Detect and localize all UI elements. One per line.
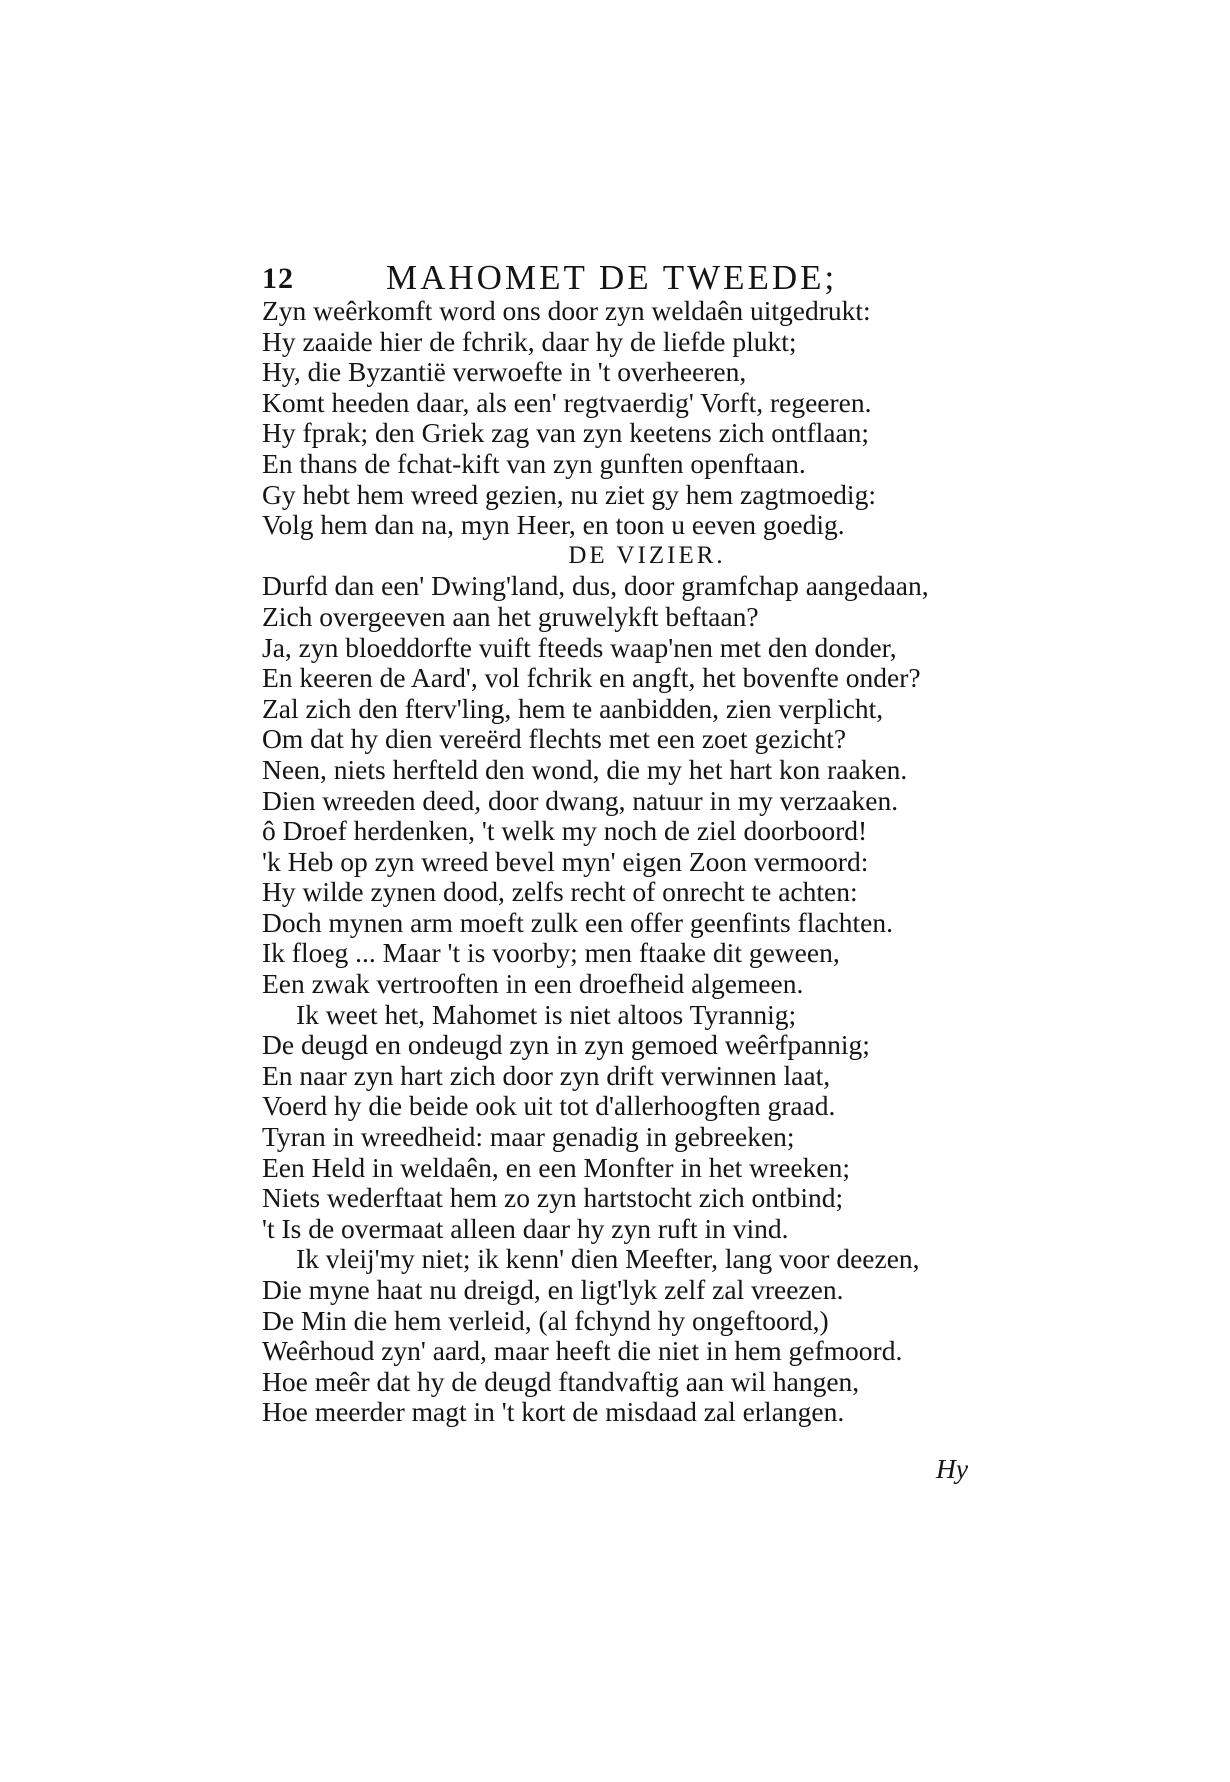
verse-line: Hy zaaide hier de fchrik, daar hy de liefde plukt; xyxy=(262,325,797,357)
verse-line: Zal zich den fterv'ling, hem te aanbidden, zien verplicht, xyxy=(262,692,884,724)
verse-line: Ik floeg ... Maar 't is voorby; men ftaake dit geween, xyxy=(262,937,840,969)
verse-line: De deugd en ondeugd zyn in zyn gemoed weêrfpannig; xyxy=(262,1029,870,1061)
verse-line: Zich overgeeven aan het gruwelykft beftaan? xyxy=(262,600,759,632)
verse-line: Hoe meerder magt in 't kort de misdaad zal erlangen. xyxy=(262,1396,845,1428)
verse-line: Weêrhoud zyn' aard, maar heeft die niet in hem gefmoord. xyxy=(262,1335,903,1367)
verse-line: Voerd hy die beide ook uit tot d'allerhoogften graad. xyxy=(262,1090,836,1122)
verse-line: Ik vleij'my niet; ik kenn' dien Meefter, lang voor deezen, xyxy=(296,1243,920,1275)
verse-line: En keeren de Aard', vol fchrik en angft, het bovenfte onder? xyxy=(262,662,921,694)
page-number: 12 xyxy=(262,262,294,295)
verse-line: Hoe meêr dat hy de deugd ftandvaftig aan wil hangen, xyxy=(262,1365,860,1397)
verse-line: Gy hebt hem wreed gezien, nu ziet gy hem zagtmoedig: xyxy=(262,478,876,510)
verse-line: De Min die hem verleid, (al fchynd hy ongeftoord,) xyxy=(262,1304,829,1336)
running-title: MAHOMET DE TWEEDE; xyxy=(386,258,838,297)
verse-line: Hy fprak; den Griek zag van zyn keetens zich ontflaan; xyxy=(262,417,870,449)
verse-line: Hy wilde zynen dood, zelfs recht of onrecht te achten: xyxy=(262,876,858,908)
verse-line: Dien wreeden deed, door dwang, natuur in my verzaaken. xyxy=(262,784,899,816)
verse-line: En naar zyn hart zich door zyn drift verwinnen laat, xyxy=(262,1059,831,1091)
verse-line: Tyran in wreedheid: maar genadig in gebreeken; xyxy=(262,1121,795,1153)
verse-line: Neen, niets herfteld den wond, die my het hart kon raaken. xyxy=(262,753,908,785)
verse-line: ô Droef herdenken, 't welk my noch de ziel doorboord! xyxy=(262,815,868,847)
verse-line: Ja, zyn bloeddorfte vuift fteeds waap'nen met den donder, xyxy=(262,631,897,663)
verse-line: Durfd dan een' Dwing'land, dus, door gramfchap aangedaan, xyxy=(262,570,929,602)
verse-line: 'k Heb op zyn wreed bevel myn' eigen Zoon vermoord: xyxy=(262,845,869,877)
verse-line: Niets wederftaat hem zo zyn hartstocht zich ontbind; xyxy=(262,1182,844,1214)
speaker-heading: DE VIZIER. xyxy=(568,541,726,569)
verse-line: Volg hem dan na, myn Heer, en toon u eeven goedig. xyxy=(262,509,845,541)
verse-line: Om dat hy dien vereërd flechts met een zoet gezicht? xyxy=(262,723,847,755)
verse-line: Komt heeden daar, als een' regtvaerdig' Vorft, regeeren. xyxy=(262,386,872,418)
verse-line: Zyn weêrkomft word ons door zyn weldaên uitgedrukt: xyxy=(262,295,871,326)
verse-line: 't Is de overmaat alleen daar hy zyn ruft in vind. xyxy=(262,1212,789,1244)
verse-line: Ik weet het, Mahomet is niet altoos Tyrannig; xyxy=(296,998,797,1030)
verse-line: Die myne haat nu dreigd, en ligt'lyk zelf zal vreezen. xyxy=(262,1274,844,1305)
verse-line: En thans de fchat-kift van zyn gunften openftaan. xyxy=(262,447,806,479)
verse-text xyxy=(262,296,982,1428)
verse-line: Doch mynen arm moeft zulk een offer geenfints flachten. xyxy=(262,906,893,938)
catchword: Hy xyxy=(936,1453,969,1484)
verse-line: Hy, die Byzantië verwoefte in 't overheeren, xyxy=(262,356,747,388)
verse-line: Een zwak vertrooften in een droefheid algemeen. xyxy=(262,968,804,1000)
verse-line: Een Held in weldaên, en een Monfter in het wreeken; xyxy=(262,1151,850,1183)
